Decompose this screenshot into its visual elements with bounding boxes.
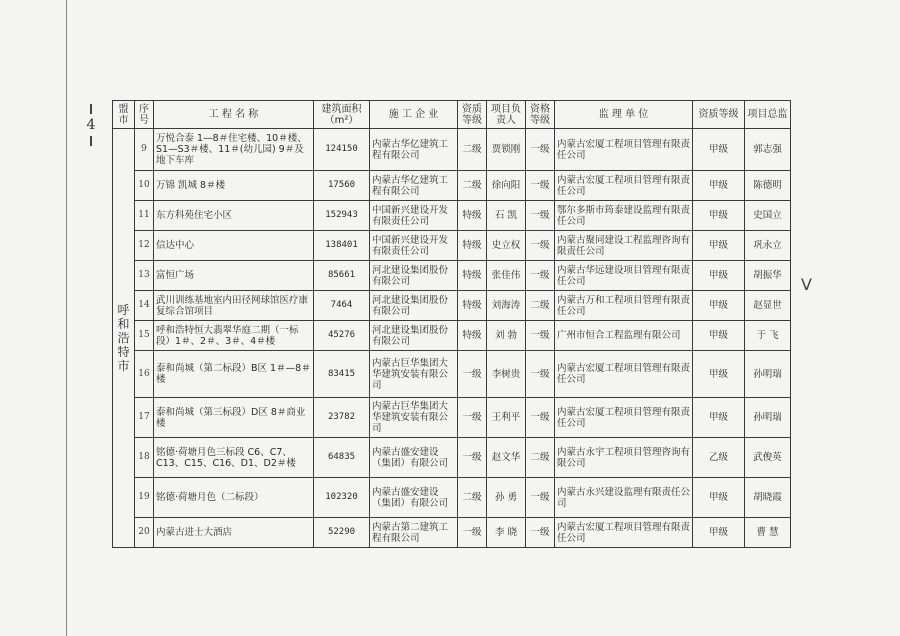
project-name-cell: 万悦合泰 1—8＃住宅楼、10＃楼、S1—S3＃楼、11＃(幼儿园) 9＃及地下车库 xyxy=(154,129,314,171)
supervisor-cell: 内蒙古万和工程项目管理有限责任公司 xyxy=(555,291,693,321)
supervisor-cell: 内蒙古聚同建设工程监理咨询有限责任公司 xyxy=(555,231,693,261)
chief-supervisor-cell: 郭志强 xyxy=(745,129,791,171)
col-project-manager: 项目负责人 xyxy=(487,101,526,129)
chief-supervisor-cell: 史国立 xyxy=(745,201,791,231)
supervisor-cell: 内蒙古宏厦工程项目管理有限责任公司 xyxy=(555,351,693,398)
qualification-grade-cell: 一级 xyxy=(526,478,555,518)
header-row xyxy=(113,101,791,129)
project-manager-cell: 石 凯 xyxy=(487,201,526,231)
project-name-cell: 内蒙古进士大酒店 xyxy=(154,518,314,548)
project-name-cell: 武川训练基地室内田径网球馆医疗康复综合馆项目 xyxy=(154,291,314,321)
project-manager-cell: 刘海涛 xyxy=(487,291,526,321)
col-project-name: 工 程 名 称 xyxy=(154,101,314,129)
seq-cell: 16 xyxy=(135,351,154,398)
project-name-cell: 铭德·荷塘月色三标段 C6、C7、C13、C15、C16、D1、D2＃楼 xyxy=(154,438,314,478)
contractor-cell: 内蒙古巨华集团大华建筑安装有限公司 xyxy=(370,351,458,398)
page-number-text: 4 xyxy=(86,117,96,133)
area-cell: 7464 xyxy=(314,291,370,321)
supervisor-grade-cell: 甲级 xyxy=(693,129,745,171)
project-manager-cell: 李 晓 xyxy=(487,518,526,548)
table-row xyxy=(113,351,791,398)
contractor-cell: 河北建设集团股份有限公司 xyxy=(370,291,458,321)
qualification-grade-cell: 一级 xyxy=(526,129,555,171)
seq-cell: 12 xyxy=(135,231,154,261)
contractor-cell: 内蒙古盛安建设（集团）有限公司 xyxy=(370,438,458,478)
area-cell: 83415 xyxy=(314,351,370,398)
area-cell: 17560 xyxy=(314,171,370,201)
seq-cell: 9 xyxy=(135,129,154,171)
chief-supervisor-cell: 陈德明 xyxy=(745,171,791,201)
col-seq: 序号 xyxy=(135,101,154,129)
qual-grade-cell: 特级 xyxy=(458,321,487,351)
col-area: 建筑面积（m²） xyxy=(314,101,370,129)
contractor-cell: 中国新兴建设开发有限责任公司 xyxy=(370,201,458,231)
supervisor-cell: 内蒙古宏厦工程项目管理有限责任公司 xyxy=(555,129,693,171)
project-manager-cell: 徐向阳 xyxy=(487,171,526,201)
supervisor-cell: 内蒙古永兴建设监理有限责任公司 xyxy=(555,478,693,518)
area-cell: 23782 xyxy=(314,398,370,438)
qualification-grade-cell: 二级 xyxy=(526,291,555,321)
supervisor-grade-cell: 乙级 xyxy=(693,438,745,478)
project-name-cell: 铭德·荷塘月色（二标段） xyxy=(154,478,314,518)
area-cell: 45276 xyxy=(314,321,370,351)
project-name-cell: 泰和尚城（第二标段）B区 1＃—8＃楼 xyxy=(154,351,314,398)
supervisor-grade-cell: 甲级 xyxy=(693,478,745,518)
contractor-cell: 河北建设集团股份有限公司 xyxy=(370,261,458,291)
qual-grade-cell: 一级 xyxy=(458,438,487,478)
contractor-cell: 中国新兴建设开发有限责任公司 xyxy=(370,231,458,261)
qual-grade-cell: 一级 xyxy=(458,351,487,398)
qualification-grade-cell: 一级 xyxy=(526,518,555,548)
chief-supervisor-cell: 胡振华 xyxy=(745,261,791,291)
chief-supervisor-cell: 孙明瑞 xyxy=(745,351,791,398)
col-qual-grade: 资质等级 xyxy=(458,101,487,129)
seq-cell: 15 xyxy=(135,321,154,351)
seq-cell: 10 xyxy=(135,171,154,201)
qualification-grade-cell: 一级 xyxy=(526,231,555,261)
supervisor-grade-cell: 甲级 xyxy=(693,261,745,291)
supervisor-cell: 鄂尔多斯市筠泰建设监理有限责任公司 xyxy=(555,201,693,231)
col-supervisor: 监 理 单 位 xyxy=(555,101,693,129)
chief-supervisor-cell: 巩永立 xyxy=(745,231,791,261)
table-row xyxy=(113,291,791,321)
dash-bottom xyxy=(90,136,92,146)
qual-grade-cell: 二级 xyxy=(458,171,487,201)
supervisor-grade-cell: 甲级 xyxy=(693,201,745,231)
col-supervisor-grade: 资质等级 xyxy=(693,101,745,129)
table-row xyxy=(113,518,791,548)
city-cell xyxy=(113,129,135,548)
supervisor-cell: 内蒙古永宇工程项目管理咨询有限公司 xyxy=(555,438,693,478)
supervisor-cell: 广州市恒合工程监理有限公司 xyxy=(555,321,693,351)
chief-supervisor-cell: 武俊英 xyxy=(745,438,791,478)
project-table xyxy=(112,100,791,548)
supervisor-grade-cell: 甲级 xyxy=(693,321,745,351)
project-name-cell: 东方科苑住宅小区 xyxy=(154,201,314,231)
seq-cell: 17 xyxy=(135,398,154,438)
chief-supervisor-cell: 赵显世 xyxy=(745,291,791,321)
contractor-cell: 内蒙古华亿建筑工程有限公司 xyxy=(370,171,458,201)
table-row xyxy=(113,398,791,438)
contractor-cell: 内蒙古盛安建设（集团）有限公司 xyxy=(370,478,458,518)
seq-cell: 11 xyxy=(135,201,154,231)
chief-supervisor-cell: 于 飞 xyxy=(745,321,791,351)
project-manager-cell: 刘 勃 xyxy=(487,321,526,351)
seq-cell: 13 xyxy=(135,261,154,291)
qualification-grade-cell: 一级 xyxy=(526,171,555,201)
supervisor-grade-cell: 甲级 xyxy=(693,398,745,438)
table-row xyxy=(113,321,791,351)
area-cell: 85661 xyxy=(314,261,370,291)
project-manager-cell: 赵文华 xyxy=(487,438,526,478)
col-qualification-grade: 资格等级 xyxy=(526,101,555,129)
supervisor-grade-cell: 甲级 xyxy=(693,291,745,321)
project-name-cell: 富恒广场 xyxy=(154,261,314,291)
qualification-grade-cell: 一级 xyxy=(526,321,555,351)
project-name-cell: 信达中心 xyxy=(154,231,314,261)
seq-cell: 14 xyxy=(135,291,154,321)
area-cell: 52290 xyxy=(314,518,370,548)
city-name: 呼和浩特市 xyxy=(117,303,130,373)
handwritten-check-mark: V xyxy=(801,275,812,294)
project-manager-cell: 贾锁刚 xyxy=(487,129,526,171)
col-contractor: 施 工 企 业 xyxy=(370,101,458,129)
qualification-grade-cell: 一级 xyxy=(526,398,555,438)
supervisor-cell: 内蒙古宏厦工程项目管理有限责任公司 xyxy=(555,171,693,201)
supervisor-grade-cell: 甲级 xyxy=(693,231,745,261)
table-row xyxy=(113,231,791,261)
area-cell: 152943 xyxy=(314,201,370,231)
qual-grade-cell: 二级 xyxy=(458,129,487,171)
project-name-cell: 万锦 凯城 8＃楼 xyxy=(154,171,314,201)
dash-top xyxy=(90,104,92,114)
chief-supervisor-cell: 曹 慧 xyxy=(745,518,791,548)
area-cell: 124150 xyxy=(314,129,370,171)
qual-grade-cell: 特级 xyxy=(458,231,487,261)
page-edge-line xyxy=(66,0,67,636)
project-manager-cell: 李树贵 xyxy=(487,351,526,398)
table-row xyxy=(113,261,791,291)
seq-cell: 20 xyxy=(135,518,154,548)
supervisor-grade-cell: 甲级 xyxy=(693,518,745,548)
table-row xyxy=(113,171,791,201)
contractor-cell: 内蒙古巨华集团大华建筑安装有限公司 xyxy=(370,398,458,438)
project-name-cell: 泰和尚城（第三标段）D区 8＃商业楼 xyxy=(154,398,314,438)
contractor-cell: 内蒙古第二建筑工程有限公司 xyxy=(370,518,458,548)
qual-grade-cell: 二级 xyxy=(458,478,487,518)
table-row xyxy=(113,129,791,171)
supervisor-cell: 内蒙古宏厦工程项目管理有限责任公司 xyxy=(555,398,693,438)
seq-cell: 19 xyxy=(135,478,154,518)
col-chief-supervisor: 项目总监 xyxy=(745,101,791,129)
qual-grade-cell: 特级 xyxy=(458,291,487,321)
table-row xyxy=(113,201,791,231)
chief-supervisor-cell: 孙明瑞 xyxy=(745,398,791,438)
project-manager-cell: 孙 勇 xyxy=(487,478,526,518)
page-number xyxy=(82,100,100,150)
table-row xyxy=(113,438,791,478)
project-name-cell: 呼和浩特恒大翡翠华庭二期（一标段）1＃、2＃、3＃、4＃楼 xyxy=(154,321,314,351)
qual-grade-cell: 特级 xyxy=(458,201,487,231)
seq-cell: 18 xyxy=(135,438,154,478)
qualification-grade-cell: 一级 xyxy=(526,261,555,291)
chief-supervisor-cell: 胡晓霞 xyxy=(745,478,791,518)
qualification-grade-cell: 一级 xyxy=(526,201,555,231)
qualification-grade-cell: 二级 xyxy=(526,438,555,478)
area-cell: 102320 xyxy=(314,478,370,518)
qual-grade-cell: 特级 xyxy=(458,261,487,291)
qual-grade-cell: 一级 xyxy=(458,518,487,548)
project-manager-cell: 张佳伟 xyxy=(487,261,526,291)
table-row xyxy=(113,478,791,518)
project-manager-cell: 王利平 xyxy=(487,398,526,438)
supervisor-grade-cell: 甲级 xyxy=(693,171,745,201)
qualification-grade-cell: 一级 xyxy=(526,351,555,398)
area-cell: 138401 xyxy=(314,231,370,261)
contractor-cell: 河北建设集团股份有限公司 xyxy=(370,321,458,351)
col-city: 盟市 xyxy=(113,101,135,129)
project-manager-cell: 史立权 xyxy=(487,231,526,261)
area-cell: 64835 xyxy=(314,438,370,478)
contractor-cell: 内蒙古华亿建筑工程有限公司 xyxy=(370,129,458,171)
supervisor-cell: 内蒙古华远建设项目管理有限责任公司 xyxy=(555,261,693,291)
qual-grade-cell: 一级 xyxy=(458,398,487,438)
supervisor-cell: 内蒙古宏厦工程项目管理有限责任公司 xyxy=(555,518,693,548)
supervisor-grade-cell: 甲级 xyxy=(693,351,745,398)
